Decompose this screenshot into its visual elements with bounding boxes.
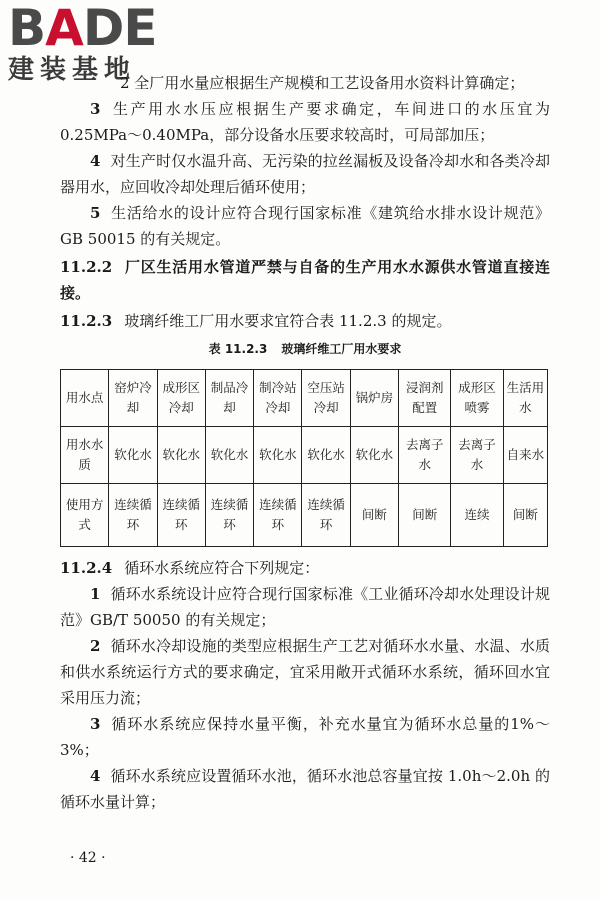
document-body <box>60 70 550 815</box>
table-cell: 连续循环 <box>302 484 350 547</box>
table-cell: 间断 <box>350 484 398 547</box>
item-5: 5 生活给水的设计应符合现行国家标准《建筑给水排水设计规范》GB 50015 的有关规定。 <box>60 204 550 248</box>
table-row-mode <box>61 484 548 547</box>
table-cell: 使用方式 <box>61 484 109 547</box>
table-cell: 软化水 <box>205 427 253 484</box>
clause-11-2-4-item-4: 4 循环水系统应设置循环水池，循环水池总容量宜按 1.0h～2.0h 的循环水量计算； <box>60 767 550 811</box>
logo-subtitle: 建装基地 <box>8 55 137 85</box>
table-cell: 窑炉冷却 <box>109 370 157 427</box>
logo-wordmark: BADE <box>8 0 157 57</box>
table-cell: 软化水 <box>157 427 205 484</box>
table-cell: 成形区冷却 <box>157 370 205 427</box>
table-cell: 用水水质 <box>61 427 109 484</box>
table-cell: 生活用水 <box>503 370 547 427</box>
item-2-text: 2 全厂用水量应根据生产规模和工艺设备用水资料计算确定； <box>120 74 525 92</box>
table-cell: 连续循环 <box>254 484 302 547</box>
table-cell: 连续 <box>451 484 503 547</box>
table-cell: 制冷站冷却 <box>254 370 302 427</box>
table-cell: 连续循环 <box>205 484 253 547</box>
clause-11-2-4: 11.2.4 循环水系统应符合下列规定： <box>60 559 320 577</box>
table-cell: 软化水 <box>254 427 302 484</box>
table-cell: 间断 <box>399 484 451 547</box>
table-caption: 表 11.2.3 玻璃纤维工厂用水要求 <box>208 342 402 356</box>
table-cell: 用水点 <box>61 370 109 427</box>
table-cell: 连续循环 <box>109 484 157 547</box>
table-cell: 成形区喷雾 <box>451 370 503 427</box>
clause-11-2-4-item-1: 1 循环水系统设计应符合现行国家标准《工业循环冷却水处理设计规范》GB/T 50050 的有关规定； <box>60 585 550 629</box>
table-cell: 制品冷却 <box>205 370 253 427</box>
table-cell: 去离子水 <box>399 427 451 484</box>
table-cell: 自来水 <box>503 427 547 484</box>
water-requirements-table <box>60 369 548 547</box>
clause-11-2-3: 11.2.3 玻璃纤维工厂用水要求宜符合表 11.2.3 的规定。 <box>60 312 452 330</box>
table-row-header <box>61 370 548 427</box>
clause-11-2-4-item-3: 3 循环水系统应保持水量平衡，补充水量宜为循环水总量的1%～3%； <box>60 715 550 759</box>
table-cell: 软化水 <box>109 427 157 484</box>
item-4: 4 对生产时仅水温升高、无污染的拉丝漏板及设备冷却水和各类冷却器用水，应回收冷却处理后循环使用； <box>60 152 550 196</box>
clause-11-2-4-item-2: 2 循环水冷却设施的类型应根据生产工艺对循环水水量、水温、水质和供水系统运行方式的要求确定，宜采用敞开式循环水系统，循环回水宜采用压力流； <box>60 637 550 707</box>
table-cell: 去离子水 <box>451 427 503 484</box>
table-cell: 连续循环 <box>157 484 205 547</box>
table-row-quality <box>61 427 548 484</box>
table-cell: 间断 <box>503 484 547 547</box>
clause-11-2-2: 11.2.2 厂区生活用水管道严禁与自备的生产用水水源供水管道直接连接。 <box>60 258 550 302</box>
table-cell: 浸润剂配置 <box>399 370 451 427</box>
table-cell: 锅炉房 <box>350 370 398 427</box>
page-number: · 42 · <box>70 850 106 866</box>
table-cell: 空压站冷却 <box>302 370 350 427</box>
item-3: 3 生产用水水压应根据生产要求确定，车间进口的水压宜为0.25MPa～0.40MPa，部分设备水压要求较高时，可局部加压； <box>60 100 550 144</box>
table-cell: 软化水 <box>302 427 350 484</box>
table-cell: 软化水 <box>350 427 398 484</box>
